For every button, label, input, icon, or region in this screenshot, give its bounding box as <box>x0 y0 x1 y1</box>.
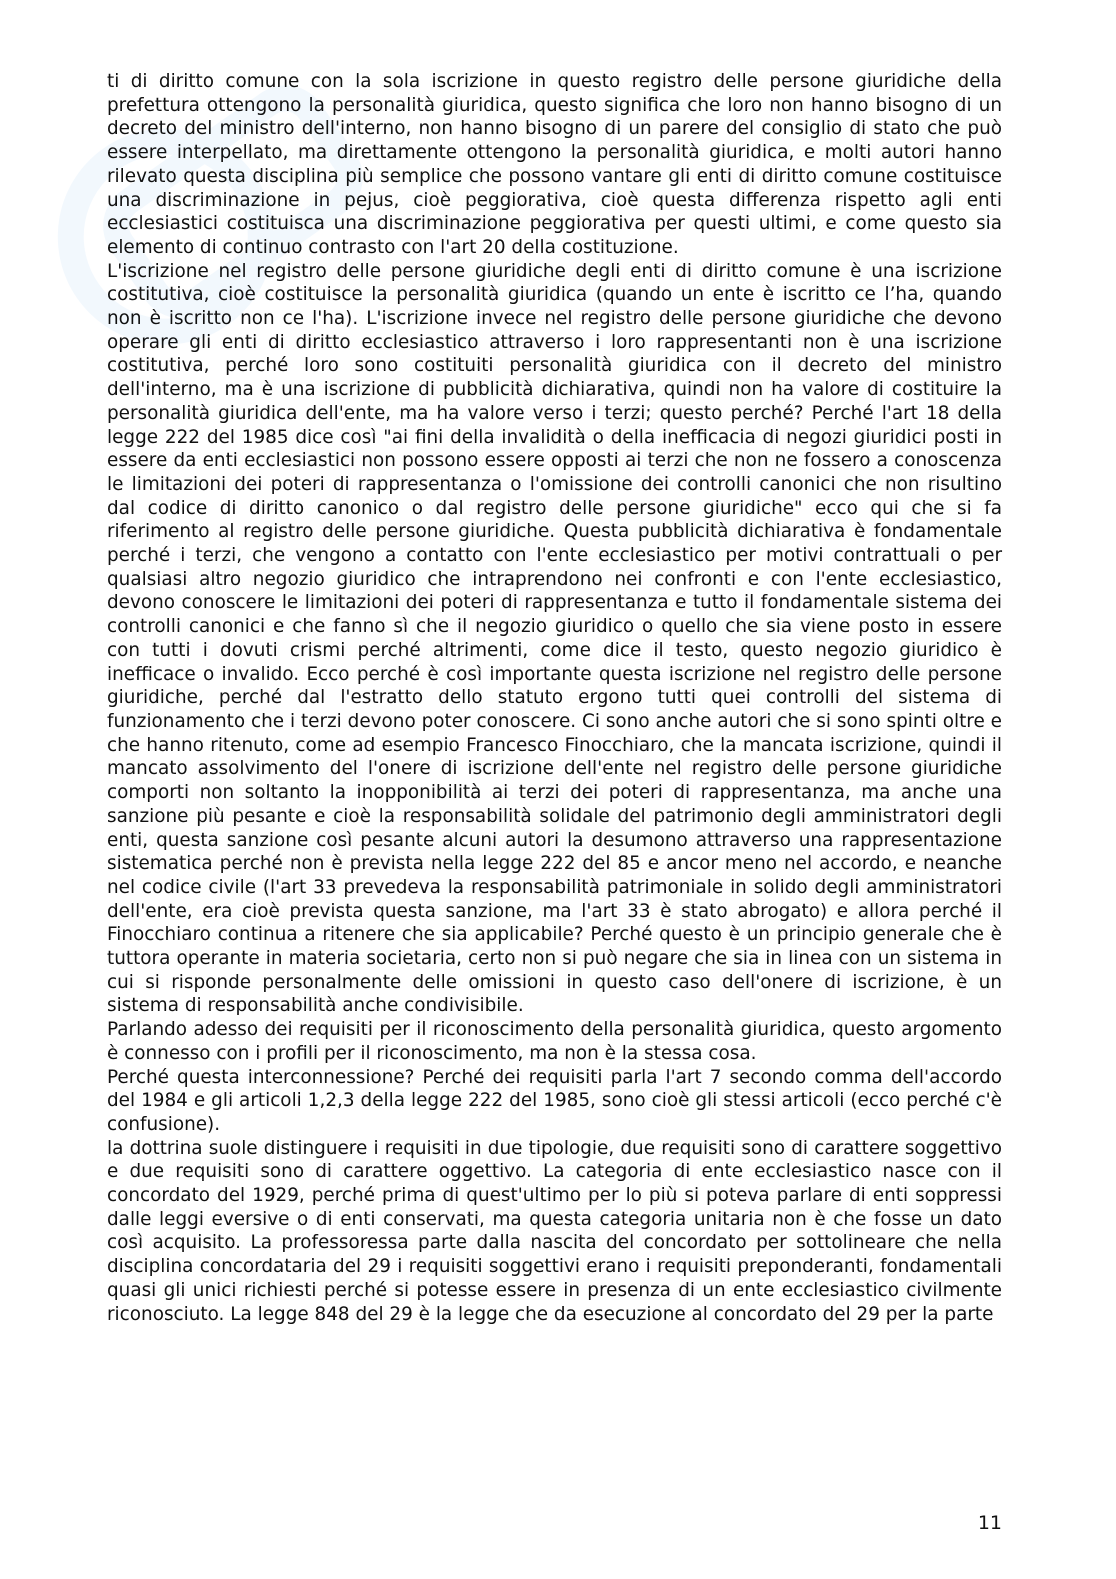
paragraph: la dottrina suole distinguere i requisiti in due tipologie, due requisiti sono di carattere soggettivo e due requisiti sono di carattere oggettivo. La categoria di ente ecclesiastico nasce con il concordato del 1929, perché prima di quest'ultimo per lo più si poteva parlare di enti soppressi dalle leggi eversive o di enti conservati, ma questa categoria unitaria non è che fosse un dato così acquisito. La professoressa parte dalla nascita del concordato per sottolineare che nella disciplina concordataria del 29 i requisiti soggettivi erano i requisiti preponderanti, fondamentali quasi gli unici richiesti perché si potesse essere in presenza di un ente ecclesiastico civilmente riconosciuto. La legge 848 del 29 è la legge che da esecuzione al concordato del 29 per la parte <box>107 1137 1002 1325</box>
paragraph: Perché questa interconnessione? Perché dei requisiti parla l'art 7 secondo comma dell'accordo del 1984 e gli articoli 1,2,3 della legge 222 del 1985, sono cioè gli stessi articoli (ecco perché c'è confusione). <box>107 1066 1002 1135</box>
paragraph: ti di diritto comune con la sola iscrizione in questo registro delle persone giuridiche della prefettura ottengono la personalità giuridica, questo significa che loro non hanno bisogno di un decreto del ministro dell'interno, non hanno bisogno di un parere del consiglio di stato che può essere interpellato, ma direttamente ottengono la personalità giuridica, e molti autori hanno rilevato questa disciplina più semplice che possono vantare gli enti di diritto comune costituisce una discriminazione in pejus, cioè peggiorativa, cioè questa differenza rispetto agli enti ecclesiastici costituisca una discriminazione peggiorativa per questi ultimi, e come questo sia elemento di continuo contrasto con l'art 20 della costituzione. <box>107 71 1002 258</box>
page-number: 11 <box>977 1512 1002 1534</box>
document-body <box>107 70 1002 1326</box>
paragraph: Parlando adesso dei requisiti per il riconoscimento della personalità giuridica, questo argomento è connesso con i profili per il riconoscimento, ma non è la stessa cosa. <box>107 1019 1002 1064</box>
paragraph: L'iscrizione nel registro delle persone giuridiche degli enti di diritto comune è una iscrizione costitutiva, cioè costituisce la personalità giuridica (quando un ente è iscritto ce l’ha, quando non è iscritto non ce l'ha). L'iscrizione invece nel registro delle persone giuridiche che devono operare gli enti di diritto ecclesiastico attraverso i loro rappresentanti non è una iscrizione costitutiva, perché loro sono costituiti personalità giuridica con il decreto del ministro dell'interno, ma è una iscrizione di pubblicità dichiarativa, quindi non ha valore di costituire la personalità giuridica dell'ente, ma ha valore verso i terzi; questo perché? Perché l'art 18 della legge 222 del 1985 dice così "ai fini della invalidità o della inefficacia di negozi giuridici posti in essere da enti ecclesiastici non possono essere opposti ai terzi che non ne fossero a conoscenza le limitazioni dei poteri di rappresentanza o l'omissione dei controlli canonici che non risultino dal codice di diritto canonico o dal registro delle persone giuridiche" ecco qui che si fa riferimento al registro delle persone giuridiche. Questa pubblicità dichiarativa è fondamentale perché i terzi, che vengono a contatto con l'ente ecclesiastico per motivi contrattuali o per qualsiasi altro negozio giuridico che intraprendono nei confronti e con l'ente ecclesiastico, devono conoscere le limitazioni dei poteri di rappresentanza e tutto il fondamentale sistema dei controlli canonici e che fanno sì che il negozio giuridico o quello che sia viene posto in essere con tutti i dovuti crismi perché altrimenti, come dice il testo, questo negozio giuridico è inefficace o invalido. Ecco perché è così importante questa iscrizione nel registro delle persone giuridiche, perché dal l'estratto dello statuto ergono tutti quei controlli del sistema di funzionamento che i terzi devono poter conoscere. Ci sono anche autori che si sono spinti oltre e che hanno ritenuto, come ad esempio Francesco Finocchiaro, che la mancata iscrizione, quindi il mancato assolvimento del l'onere di iscrizione dell'ente nel registro delle persone giuridiche comporti non soltanto la inopponibilità ai terzi dei poteri di rappresentanza, ma anche una sanzione più pesante e cioè la responsabilità solidale del patrimonio degli amministratori degli enti, questa sanzione così pesante alcuni autori la desumono attraverso una rappresentazione sistematica perché non è prevista nella legge 222 del 85 e ancor meno nel accordo, e neanche nel codice civile (l'art 33 prevedeva la responsabilità patrimoniale in solido degli amministratori dell'ente, era cioè prevista questa sanzione, ma l'art 33 è stato abrogato) e allora perché il Finocchiaro continua a ritenere che sia applicabile? Perché questo è un principio generale che è tuttora operante in materia societaria, certo non si può negare che sia in linea con un sistema in cui si risponde personalmente delle omissioni in questo caso dell'onere di iscrizione, è un sistema di responsabilità anche condivisibile. <box>107 260 1002 1017</box>
